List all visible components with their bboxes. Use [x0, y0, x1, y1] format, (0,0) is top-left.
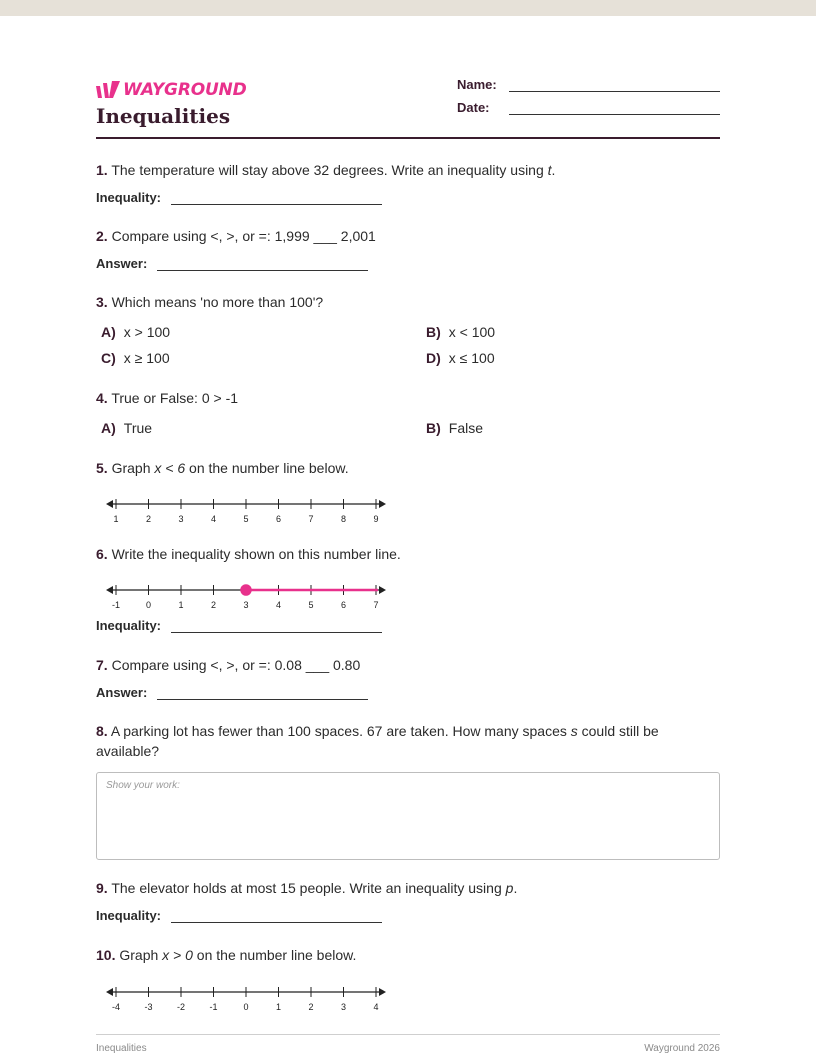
question-number: 7.	[96, 657, 108, 673]
answer-line[interactable]	[157, 685, 368, 700]
wayground-logo-icon	[96, 81, 120, 99]
answer-label: Inequality:	[96, 190, 162, 205]
choice-b[interactable]	[426, 420, 483, 436]
answer-label: Inequality:	[96, 618, 162, 633]
question-variable: x < 6	[154, 460, 186, 476]
arrow-left-icon	[106, 500, 113, 508]
answer-row-6[interactable]	[96, 618, 382, 633]
tick-label: -1	[209, 1002, 218, 1012]
tick-label: 1	[113, 514, 119, 524]
question-number: 2.	[96, 228, 108, 244]
number-line-6	[104, 580, 394, 610]
tick-label: 4	[373, 1002, 379, 1012]
arrow-right-icon	[379, 586, 386, 594]
tick-label: 1	[275, 1002, 282, 1012]
tick-label: 7	[373, 600, 379, 610]
name-field[interactable]	[457, 77, 720, 92]
tick-label: -2	[176, 1002, 186, 1012]
tick-label: 0	[145, 600, 152, 610]
answer-line[interactable]	[171, 190, 382, 205]
answer-line[interactable]	[157, 256, 368, 271]
question-number: 6.	[96, 546, 108, 562]
tick-label: -4	[111, 1002, 121, 1012]
choice-text: x > 100	[123, 324, 171, 340]
name-label: Name:	[457, 77, 497, 92]
choice-letter: A)	[101, 324, 116, 340]
show-work-box[interactable]	[96, 772, 720, 860]
question-variable: x > 0	[162, 947, 193, 963]
answer-row-7[interactable]	[96, 685, 368, 700]
question-text: Graph	[111, 460, 155, 476]
choice-letter: C)	[101, 350, 116, 366]
brand-name: WAYGROUND	[123, 80, 247, 100]
footer-divider	[96, 1034, 720, 1035]
tick-label: 6	[340, 600, 347, 610]
name-line[interactable]	[509, 77, 720, 92]
choice-c[interactable]	[101, 350, 170, 366]
answer-label: Answer:	[96, 685, 148, 700]
number-line-10[interactable]	[104, 982, 394, 1012]
question-8	[96, 721, 696, 761]
choice-a[interactable]	[101, 324, 170, 340]
choice-text: False	[448, 420, 484, 436]
question-1	[96, 160, 720, 180]
work-placeholder: Show your work:	[106, 780, 180, 791]
tick-label: 4	[275, 600, 282, 610]
question-2	[96, 226, 720, 246]
date-line[interactable]	[509, 100, 720, 115]
date-field[interactable]	[457, 100, 720, 115]
tick-label: 3	[178, 514, 184, 524]
question-number: 4.	[96, 390, 108, 406]
tick-label: -3	[144, 1002, 153, 1012]
question-number: 5.	[96, 460, 108, 476]
question-4	[96, 388, 720, 408]
choice-text: x < 100	[448, 324, 496, 340]
page-title: Inequalities	[96, 104, 231, 128]
tick-label: 4	[210, 514, 217, 524]
question-variable: t	[547, 162, 552, 178]
answer-line[interactable]	[171, 908, 382, 923]
question-text: The temperature will stay above 32 degrees. Write an inequality using	[111, 162, 548, 178]
solution-point	[241, 585, 251, 595]
question-text: Write the inequality shown on this number line.	[111, 546, 401, 562]
tick-label: 3	[340, 1002, 347, 1012]
question-5	[96, 458, 720, 478]
tick-label: 6	[275, 514, 282, 524]
tick-label: 0	[243, 1002, 249, 1012]
tick-label: 7	[308, 514, 314, 524]
footer-brand: Wayground 2026	[644, 1043, 720, 1054]
tick-label: 2	[308, 1002, 314, 1012]
question-number: 3.	[96, 294, 108, 310]
question-text: Graph	[119, 947, 163, 963]
question-text: A parking lot has fewer than 100 spaces. 67 are taken. How many spaces	[110, 723, 571, 739]
answer-row-9[interactable]	[96, 908, 382, 923]
header-divider	[96, 137, 720, 139]
tick-label: 8	[340, 514, 347, 524]
tick-label: -1	[111, 600, 121, 610]
question-number: 1.	[96, 162, 108, 178]
question-text: Compare using <, >, or =: 0.08 ___ 0.80	[111, 657, 361, 673]
question-text-end: on the number line below.	[185, 460, 349, 476]
choice-letter: B)	[426, 420, 441, 436]
question-variable: s	[570, 723, 578, 739]
question-6	[96, 544, 720, 564]
question-7	[96, 655, 720, 675]
question-text: True or False: 0 > -1	[111, 390, 239, 406]
question-10	[96, 945, 720, 965]
arrow-left-icon	[106, 586, 113, 594]
question-text: The elevator holds at most 15 people. Write an inequality using	[111, 880, 506, 896]
question-text-end: on the number line below.	[192, 947, 357, 963]
answer-row-1[interactable]	[96, 190, 382, 205]
question-number: 10.	[96, 947, 116, 963]
date-label: Date:	[457, 100, 490, 115]
answer-label: Answer:	[96, 256, 148, 271]
arrow-left-icon	[106, 988, 113, 996]
choice-letter: B)	[426, 324, 441, 340]
choice-letter: A)	[101, 420, 116, 436]
tick-label: 2	[210, 600, 217, 610]
question-number: 8.	[96, 723, 108, 739]
question-9	[96, 878, 720, 898]
choice-a[interactable]	[101, 420, 152, 436]
question-3	[96, 292, 720, 312]
choice-text: True	[123, 420, 153, 436]
question-text: Compare using <, >, or =: 1,999 ___ 2,001	[111, 228, 376, 244]
choice-text: x ≥ 100	[123, 350, 170, 366]
tick-label: 5	[308, 600, 314, 610]
choice-letter: D)	[426, 350, 441, 366]
question-text-end: .	[513, 880, 518, 896]
question-number: 9.	[96, 880, 108, 896]
tick-label: 3	[243, 600, 249, 610]
question-text-end: .	[551, 162, 556, 178]
arrow-right-icon	[379, 500, 386, 508]
tick-label: 9	[373, 514, 379, 524]
question-text-end: could still be available?	[96, 723, 659, 759]
brand-logo	[96, 79, 247, 101]
answer-line[interactable]	[171, 618, 382, 633]
answer-label: Inequality:	[96, 908, 162, 923]
choice-b[interactable]	[426, 324, 495, 340]
choice-text: x ≤ 100	[448, 350, 495, 366]
question-variable: p	[505, 880, 514, 896]
worksheet-page	[0, 16, 816, 1056]
footer-title: Inequalities	[96, 1043, 147, 1054]
top-bar	[0, 0, 816, 16]
number-line-5[interactable]	[104, 494, 394, 524]
choice-d[interactable]	[426, 350, 495, 366]
question-text: Which means 'no more than 100'?	[111, 294, 324, 310]
arrow-right-icon	[379, 988, 386, 996]
tick-label: 2	[145, 514, 152, 524]
tick-label: 5	[243, 514, 249, 524]
tick-label: 1	[178, 600, 184, 610]
answer-row-2[interactable]	[96, 256, 368, 271]
